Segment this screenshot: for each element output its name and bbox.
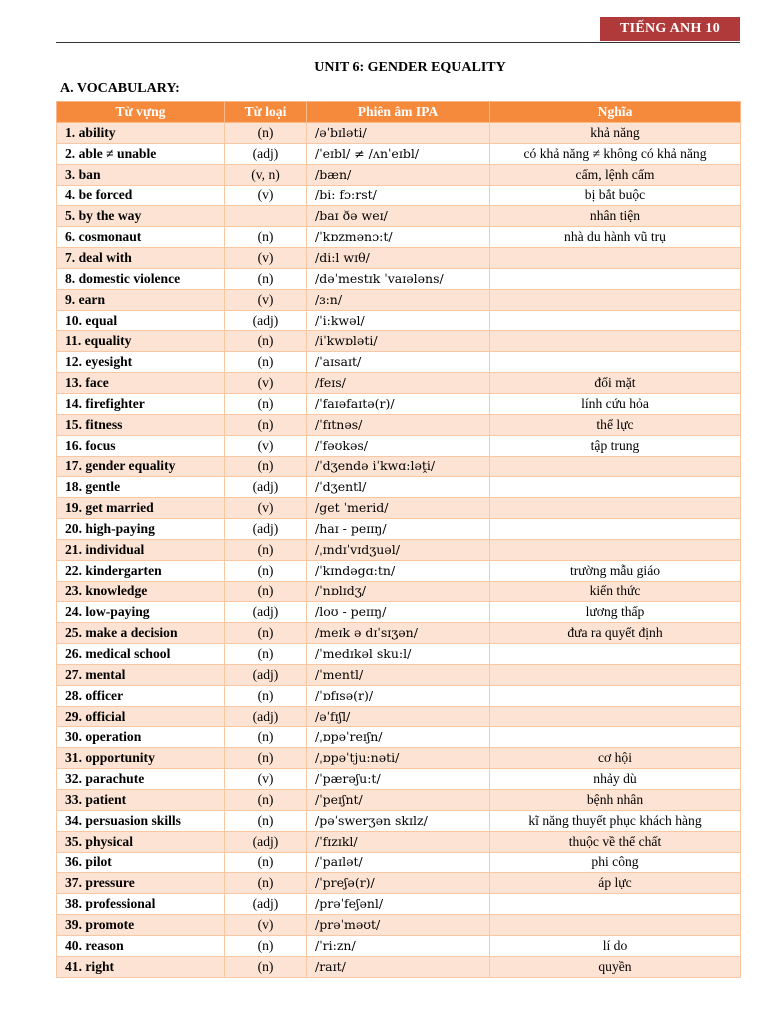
vocab-word: 15. fitness [57, 414, 225, 435]
table-row [57, 289, 741, 310]
table-row [57, 623, 741, 644]
word-type: (adj) [225, 602, 307, 623]
ipa-transcription: /ˈeɪbl/ ≠ /ʌnˈeɪbl/ [307, 143, 490, 164]
word-meaning [490, 477, 741, 498]
table-row [57, 560, 741, 581]
table-row [57, 873, 741, 894]
vocab-word: 9. earn [57, 289, 225, 310]
ipa-transcription: /ˈfəʊkəs/ [307, 435, 490, 456]
word-meaning [490, 539, 741, 560]
word-type: (v) [225, 373, 307, 394]
vocab-word: 21. individual [57, 539, 225, 560]
word-type: (n) [225, 581, 307, 602]
word-type: (n) [225, 539, 307, 560]
table-row [57, 602, 741, 623]
word-meaning: có khả năng ≠ không có khả năng [490, 143, 741, 164]
vocab-word: 33. patient [57, 790, 225, 811]
page-title: UNIT 6: GENDER EQUALITY [314, 60, 506, 75]
vocab-word: 7. deal with [57, 248, 225, 269]
table-row [57, 227, 741, 248]
word-type: (v) [225, 498, 307, 519]
word-type: (n) [225, 748, 307, 769]
vocab-word: 20. high-paying [57, 519, 225, 540]
table-row [57, 456, 741, 477]
column-header-ipa: Phiên âm IPA [307, 102, 490, 123]
ipa-transcription: /ˈɒfɪsə(r)/ [307, 685, 490, 706]
subject-badge: TIẾNG ANH 10 [600, 17, 740, 41]
table-row [57, 915, 741, 936]
word-meaning: kiến thức [490, 581, 741, 602]
word-type: (n) [225, 227, 307, 248]
word-meaning: lính cứu hỏa [490, 393, 741, 414]
vocab-word: 25. make a decision [57, 623, 225, 644]
vocabulary-table-body [57, 123, 741, 978]
vocab-word: 28. officer [57, 685, 225, 706]
vocab-word: 12. eyesight [57, 352, 225, 373]
word-type: (n) [225, 123, 307, 144]
section-heading: A. VOCABULARY: [60, 81, 180, 96]
word-meaning: nhân tiện [490, 206, 741, 227]
ipa-transcription: /prəˈfeʃənl/ [307, 894, 490, 915]
word-type: (adj) [225, 477, 307, 498]
ipa-transcription: /ˈi:kwəl/ [307, 310, 490, 331]
table-row [57, 352, 741, 373]
ipa-transcription: /ˈpreʃə(r)/ [307, 873, 490, 894]
table-header-row [57, 102, 741, 123]
ipa-transcription: /ˈfɪzɪkl/ [307, 831, 490, 852]
table-row [57, 748, 741, 769]
ipa-transcription: /haɪ - peɪɪŋ/ [307, 519, 490, 540]
word-meaning [490, 727, 741, 748]
table-row [57, 498, 741, 519]
word-meaning [490, 310, 741, 331]
vocab-word: 10. equal [57, 310, 225, 331]
table-row [57, 477, 741, 498]
table-row [57, 414, 741, 435]
word-type: (v) [225, 185, 307, 206]
table-row [57, 664, 741, 685]
word-meaning [490, 685, 741, 706]
word-type: (adj) [225, 310, 307, 331]
ipa-transcription: /di:l wɪθ/ [307, 248, 490, 269]
ipa-transcription: /ˈfɪtnəs/ [307, 414, 490, 435]
vocab-word: 16. focus [57, 435, 225, 456]
vocab-word: 17. gender equality [57, 456, 225, 477]
word-type: (n) [225, 268, 307, 289]
table-row [57, 206, 741, 227]
word-meaning: áp lực [490, 873, 741, 894]
table-row [57, 894, 741, 915]
word-meaning: thuộc về thể chất [490, 831, 741, 852]
ipa-transcription: /ˌɒpəˈtju:nəti/ [307, 748, 490, 769]
word-meaning: đối mặt [490, 373, 741, 394]
word-meaning [490, 456, 741, 477]
ipa-transcription: /ˈdʒentl/ [307, 477, 490, 498]
word-meaning [490, 519, 741, 540]
word-meaning [490, 498, 741, 519]
table-row [57, 581, 741, 602]
vocabulary-table [56, 101, 741, 978]
word-meaning: nhà du hành vũ trụ [490, 227, 741, 248]
vocab-word: 36. pilot [57, 852, 225, 873]
word-meaning: khả năng [490, 123, 741, 144]
ipa-transcription: /feɪs/ [307, 373, 490, 394]
vocab-word: 30. operation [57, 727, 225, 748]
word-meaning [490, 331, 741, 352]
table-row [57, 685, 741, 706]
table-row [57, 393, 741, 414]
word-meaning: thể lực [490, 414, 741, 435]
ipa-transcription: /baɪ ðə weɪ/ [307, 206, 490, 227]
word-type: (adj) [225, 664, 307, 685]
word-type: (v) [225, 248, 307, 269]
ipa-transcription: /ˈpeɪʃnt/ [307, 790, 490, 811]
word-type: (n) [225, 644, 307, 665]
table-row [57, 164, 741, 185]
ipa-transcription: /raɪt/ [307, 956, 490, 977]
ipa-transcription: /ˈmedɪkəl sku:l/ [307, 644, 490, 665]
table-row [57, 706, 741, 727]
ipa-transcription: /pəˈswerʒən skɪlz/ [307, 810, 490, 831]
vocab-word: 11. equality [57, 331, 225, 352]
vocab-word: 8. domestic violence [57, 268, 225, 289]
word-type: (n) [225, 393, 307, 414]
word-type: (n) [225, 852, 307, 873]
ipa-transcription: /prəˈməʊt/ [307, 915, 490, 936]
word-type: (v) [225, 915, 307, 936]
word-meaning: bệnh nhân [490, 790, 741, 811]
word-meaning: quyền [490, 956, 741, 977]
table-row [57, 310, 741, 331]
vocab-word: 18. gentle [57, 477, 225, 498]
word-type: (n) [225, 623, 307, 644]
vocab-word: 35. physical [57, 831, 225, 852]
header-divider [56, 42, 740, 43]
vocab-word: 1. ability [57, 123, 225, 144]
word-type: (n) [225, 790, 307, 811]
ipa-transcription: /dəˈmestɪk ˈvaɪələns/ [307, 268, 490, 289]
word-meaning: nhảy dù [490, 769, 741, 790]
table-row [57, 123, 741, 144]
table-row [57, 373, 741, 394]
word-type: (n) [225, 685, 307, 706]
word-type: (v, n) [225, 164, 307, 185]
ipa-transcription: /ˌɒpəˈreɪʃn/ [307, 727, 490, 748]
table-row [57, 644, 741, 665]
vocab-word: 23. knowledge [57, 581, 225, 602]
vocab-word: 3. ban [57, 164, 225, 185]
word-meaning: phi công [490, 852, 741, 873]
ipa-transcription: /əˈfɪʃl/ [307, 706, 490, 727]
word-meaning [490, 268, 741, 289]
word-type: (adj) [225, 831, 307, 852]
ipa-transcription: /meɪk ə dɪˈsɪʒən/ [307, 623, 490, 644]
table-row [57, 956, 741, 977]
table-row [57, 769, 741, 790]
table-row [57, 143, 741, 164]
word-type: (n) [225, 331, 307, 352]
table-row [57, 519, 741, 540]
ipa-transcription: /bæn/ [307, 164, 490, 185]
word-type: (adj) [225, 706, 307, 727]
table-row [57, 790, 741, 811]
vocab-word: 41. right [57, 956, 225, 977]
table-row [57, 935, 741, 956]
table-row [57, 727, 741, 748]
ipa-transcription: /ˈfaɪəfaɪtə(r)/ [307, 393, 490, 414]
ipa-transcription: /ˈdʒendə iˈkwɑ:ləṱi/ [307, 456, 490, 477]
word-type: (n) [225, 956, 307, 977]
table-row [57, 810, 741, 831]
vocab-word: 4. be forced [57, 185, 225, 206]
vocab-word: 22. kindergarten [57, 560, 225, 581]
vocab-word: 40. reason [57, 935, 225, 956]
word-type: (n) [225, 873, 307, 894]
table-row [57, 435, 741, 456]
vocab-word: 32. parachute [57, 769, 225, 790]
ipa-transcription: /ˈnɒlɪdʒ/ [307, 581, 490, 602]
ipa-transcription: /ˈkɪndəgɑ:tn/ [307, 560, 490, 581]
table-row [57, 539, 741, 560]
ipa-transcription: /ˈri:zn/ [307, 935, 490, 956]
ipa-transcription: /ˌɪndɪˈvɪdʒuəl/ [307, 539, 490, 560]
table-row [57, 268, 741, 289]
vocab-word: 6. cosmonaut [57, 227, 225, 248]
word-type: (adj) [225, 894, 307, 915]
table-row [57, 852, 741, 873]
word-meaning: cơ hội [490, 748, 741, 769]
table-row [57, 185, 741, 206]
word-meaning [490, 894, 741, 915]
word-type: (adj) [225, 519, 307, 540]
vocab-word: 37. pressure [57, 873, 225, 894]
ipa-transcription: /iˈkwɒləti/ [307, 331, 490, 352]
column-header-word: Từ vựng [57, 102, 225, 123]
ipa-transcription: /ˈpærəʃu:t/ [307, 769, 490, 790]
word-meaning: kĩ năng thuyết phục khách hàng [490, 810, 741, 831]
ipa-transcription: /əˈbɪləti/ [307, 123, 490, 144]
word-meaning [490, 664, 741, 685]
vocab-word: 26. medical school [57, 644, 225, 665]
vocab-word: 14. firefighter [57, 393, 225, 414]
column-header-meaning: Nghĩa [490, 102, 741, 123]
column-header-type: Từ loại [225, 102, 307, 123]
word-meaning [490, 289, 741, 310]
word-meaning [490, 915, 741, 936]
word-type [225, 206, 307, 227]
table-row [57, 831, 741, 852]
ipa-transcription: /ˈaɪsaɪt/ [307, 352, 490, 373]
vocab-word: 39. promote [57, 915, 225, 936]
ipa-transcription: /loʊ - peɪɪŋ/ [307, 602, 490, 623]
vocab-word: 27. mental [57, 664, 225, 685]
word-meaning [490, 644, 741, 665]
word-type: (adj) [225, 143, 307, 164]
word-meaning: cấm, lệnh cấm [490, 164, 741, 185]
table-row [57, 331, 741, 352]
vocab-word: 29. official [57, 706, 225, 727]
word-type: (n) [225, 414, 307, 435]
vocab-word: 13. face [57, 373, 225, 394]
word-meaning: đưa ra quyết định [490, 623, 741, 644]
vocab-word: 38. professional [57, 894, 225, 915]
word-type: (v) [225, 289, 307, 310]
vocab-word: 24. low-paying [57, 602, 225, 623]
word-meaning: tập trung [490, 435, 741, 456]
ipa-transcription: /bi: fɔ:rst/ [307, 185, 490, 206]
vocab-word: 5. by the way [57, 206, 225, 227]
ipa-transcription: /ˈkɒzmənɔ:t/ [307, 227, 490, 248]
word-type: (n) [225, 727, 307, 748]
word-meaning: lí do [490, 935, 741, 956]
ipa-transcription: /ˈpaɪlət/ [307, 852, 490, 873]
word-type: (v) [225, 769, 307, 790]
word-type: (n) [225, 935, 307, 956]
word-meaning: lương thấp [490, 602, 741, 623]
word-meaning: trường mẫu giáo [490, 560, 741, 581]
word-type: (n) [225, 560, 307, 581]
word-meaning: bị bắt buộc [490, 185, 741, 206]
vocab-word: 2. able ≠ unable [57, 143, 225, 164]
word-type: (n) [225, 456, 307, 477]
vocab-word: 31. opportunity [57, 748, 225, 769]
word-meaning [490, 706, 741, 727]
word-type: (v) [225, 435, 307, 456]
word-type: (n) [225, 352, 307, 373]
word-type: (n) [225, 810, 307, 831]
ipa-transcription: /ɜ:n/ [307, 289, 490, 310]
word-meaning [490, 352, 741, 373]
word-meaning [490, 248, 741, 269]
ipa-transcription: /ˈmentl/ [307, 664, 490, 685]
vocab-word: 19. get married [57, 498, 225, 519]
table-row [57, 248, 741, 269]
vocab-word: 34. persuasion skills [57, 810, 225, 831]
ipa-transcription: /get ˈmerid/ [307, 498, 490, 519]
